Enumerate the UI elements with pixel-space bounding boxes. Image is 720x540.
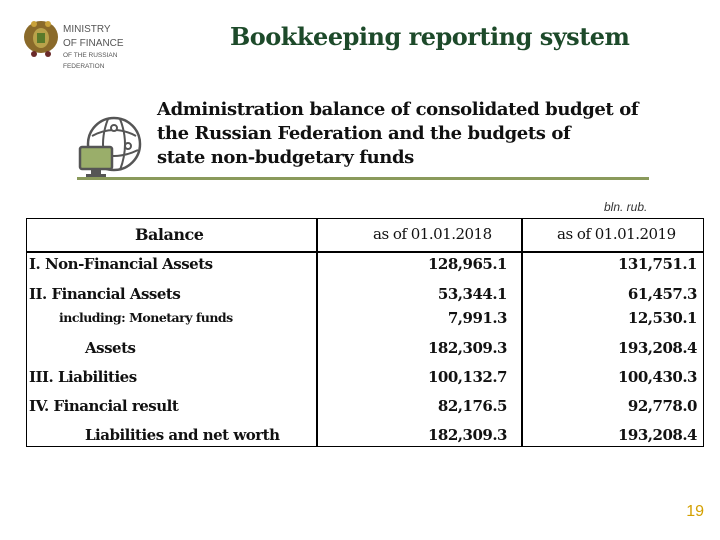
subtitle-line: the Russian Federation and the budgets of xyxy=(157,123,571,144)
balance-table xyxy=(26,218,704,447)
row-value-2018: 7,991.3 xyxy=(447,309,507,327)
row-value-2019: 12,530.1 xyxy=(627,309,697,327)
row-label: including: Monetary funds xyxy=(59,310,233,325)
row-value-2018: 182,309.3 xyxy=(427,339,507,357)
row-value-2018: 182,309.3 xyxy=(427,426,507,444)
row-value-2019: 193,208.4 xyxy=(617,426,697,444)
row-value-2018: 53,344.1 xyxy=(437,285,507,303)
row-value-2019: 131,751.1 xyxy=(617,255,697,273)
row-label: II. Financial Assets xyxy=(29,285,181,303)
ministry-name-line: MINISTRY xyxy=(63,24,111,35)
column-header-2018: as of 01.01.2018 xyxy=(373,225,492,243)
ministry-name-line: FEDERATION xyxy=(63,63,105,70)
row-value-2019: 92,778.0 xyxy=(627,397,697,415)
column-divider xyxy=(521,219,523,446)
row-label: IV. Financial result xyxy=(29,397,179,415)
row-value-2019: 193,208.4 xyxy=(617,339,697,357)
subtitle-line: state non-budgetary funds xyxy=(157,147,414,168)
row-label: I. Non-Financial Assets xyxy=(29,255,213,273)
subtitle-line: Administration balance of consolidated budget of xyxy=(157,99,639,120)
column-divider xyxy=(316,219,318,446)
row-value-2018: 128,965.1 xyxy=(427,255,507,273)
ministry-name-line: OF THE RUSSIAN xyxy=(63,52,118,59)
row-value-2018: 82,176.5 xyxy=(437,397,507,415)
row-value-2019: 61,457.3 xyxy=(627,285,697,303)
column-header-2019: as of 01.01.2019 xyxy=(557,225,676,243)
row-label: Liabilities and net worth xyxy=(85,426,280,444)
unit-label: bln. rub. xyxy=(604,200,648,214)
column-header-balance: Balance xyxy=(135,225,204,244)
divider-rule xyxy=(77,177,649,180)
row-label: Assets xyxy=(85,339,136,357)
page-number: 19 xyxy=(686,503,704,520)
ministry-name-line: OF FINANCE xyxy=(63,38,124,49)
row-value-2018: 100,132.7 xyxy=(427,368,507,386)
globe-monitor-icon xyxy=(78,114,146,180)
row-label: III. Liabilities xyxy=(29,368,137,386)
slide-title: Bookkeeping reporting system xyxy=(230,22,630,51)
row-value-2019: 100,430.3 xyxy=(617,368,697,386)
header-divider xyxy=(27,251,703,253)
ministry-emblem-logo xyxy=(22,17,60,59)
slide-subtitle xyxy=(157,98,677,170)
